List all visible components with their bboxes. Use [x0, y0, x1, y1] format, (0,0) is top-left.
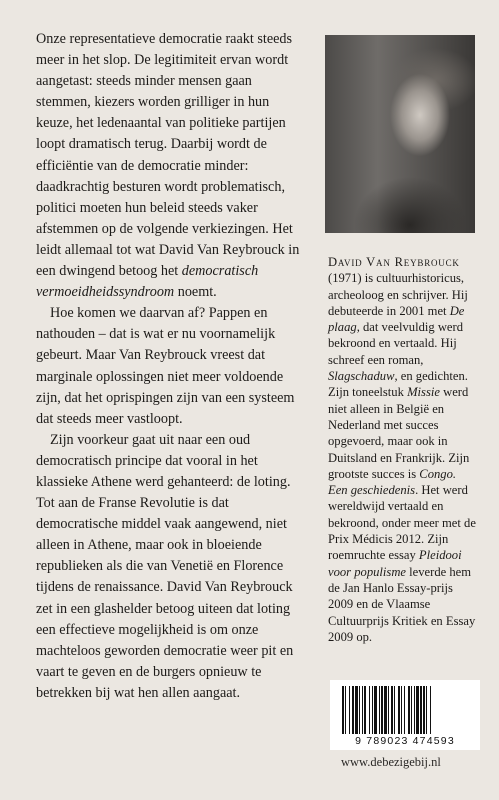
barcode-bar: [414, 686, 415, 734]
bio-text: , dat veelvuldig werd bekroond en vertaald. Hij schreef een roman,: [328, 320, 464, 367]
barcode-bar: [372, 686, 373, 734]
bio-title: Missie: [407, 385, 440, 400]
barcode-bar: [398, 686, 400, 734]
barcode-bar: [426, 686, 427, 734]
bio-paragraph: [328, 254, 476, 645]
barcode-bar: [391, 686, 393, 734]
barcode-bar: [384, 686, 387, 734]
barcode-bar: [379, 686, 380, 734]
barcode-bar: [408, 686, 410, 734]
barcode-bar: [381, 686, 383, 734]
barcode-bar: [430, 686, 431, 734]
bio-text: werd niet alleen in België en Nederland met succes opgevoerd, maar ook in Duitsland en Frankrijk. Zijn grootste succes is: [328, 385, 470, 481]
barcode-bar: [349, 686, 350, 734]
publisher-url: www.debezigebij.nl: [341, 755, 441, 769]
blurb-emphasis: democratisch vermoeidheidssyndroom: [36, 263, 259, 301]
barcode-bar: [342, 686, 344, 734]
bio-title: Congo. Een geschiedenis: [328, 466, 457, 498]
barcode-bar: [345, 686, 346, 734]
author-bio: [328, 254, 476, 645]
author-photo: [325, 35, 475, 233]
blurb-text: [36, 29, 301, 704]
barcode-bar: [369, 686, 370, 734]
barcode-bar: [355, 686, 358, 734]
bio-text: (1971) is cultuurhistoricus, archeoloog en schrijver. Hij debuteerde in 2001 met: [328, 271, 468, 318]
barcode-bar: [374, 686, 377, 734]
barcode-bar: [394, 686, 395, 734]
barcode-bar: [362, 686, 363, 734]
blurb-text-span: noemt.: [174, 284, 217, 301]
bio-title: De plaag: [328, 303, 465, 335]
barcode-bars: [342, 686, 468, 734]
blurb-text-span: Onze representatieve democratie raakt steeds meer in het slop. De legitimiteit ervan wordt aangetast: steeds minder mensen gaan stemmen, kiezers worden grilliger in hun keuze, het ledenaantal van politieke partijen loopt dramatisch terug. Daarbij wordt de efficiëntie van de democratie minder: daadkrachtig besturen wordt problematisch, politici moeten hun beleid steeds vaker afstemmen op de volgende verkiezingen. Het leidt allemaal tot wat David Van Reybrouck in een dwingend betoog het: [36, 31, 300, 280]
bio-text: leverde hem de Jan Hanlo Essay-prijs 2009 en de Vlaamse Cultuurprijs Kritiek en Essay 2009 op.: [328, 564, 476, 644]
bio-title: Slagschaduw: [328, 369, 395, 384]
barcode-bar: [352, 686, 354, 734]
blurb-paragraph-1: [36, 29, 301, 303]
isbn-number: 9 789023 474593: [355, 735, 455, 747]
blurb-paragraph-3: Zijn voorkeur gaat uit naar een oud democratisch principe dat vooral in het klassieke Athene werd gehanteerd: de loting. Tot aan de Franse Revolutie is dat democratische middel vaak aangewend, niet alleen in Athene, maar ook in bloeiende republieken als die van Venetië en Florence tijdens de renaissance. David Van Reybrouck zet in een glashelder betoog uiteen dat loting een effectieve mogelijkheid is om onze machteloos geworden democratie weer pit en vaart te geven en de burgers opnieuw te betrekken bij wat hen allen aangaat.: [36, 431, 294, 701]
barcode-bar: [388, 686, 389, 734]
barcode-bar: [404, 686, 405, 734]
barcode-bar: [420, 686, 422, 734]
barcode-bar: [364, 686, 366, 734]
barcode: [330, 680, 480, 750]
barcode-bar: [423, 686, 425, 734]
barcode-bar: [359, 686, 360, 734]
blurb-paragraph-2: Hoe komen we daarvan af? Pappen en nathouden – dat is wat er nu voornamelijk gebeurt. Maar Van Reybrouck vreest dat marginale oplossingen niet meer voldoende zijn, dat het oprispingen zijn van een systeem dat steeds meer vastloopt.: [36, 305, 295, 427]
bio-title: Pleidooi voor populisme: [328, 548, 462, 579]
barcode-bar: [411, 686, 412, 734]
barcode-bar: [416, 686, 419, 734]
author-name: David Van Reybrouck: [328, 255, 460, 269]
barcode-bar: [401, 686, 402, 734]
bio-text: . Het werd wereldwijd vertaald en bekroond, onder meer met de Prix Médicis 2012. Zijn roemruchte essay: [328, 483, 476, 563]
bio-text: , en gedichten. Zijn toneelstuk: [328, 369, 468, 400]
